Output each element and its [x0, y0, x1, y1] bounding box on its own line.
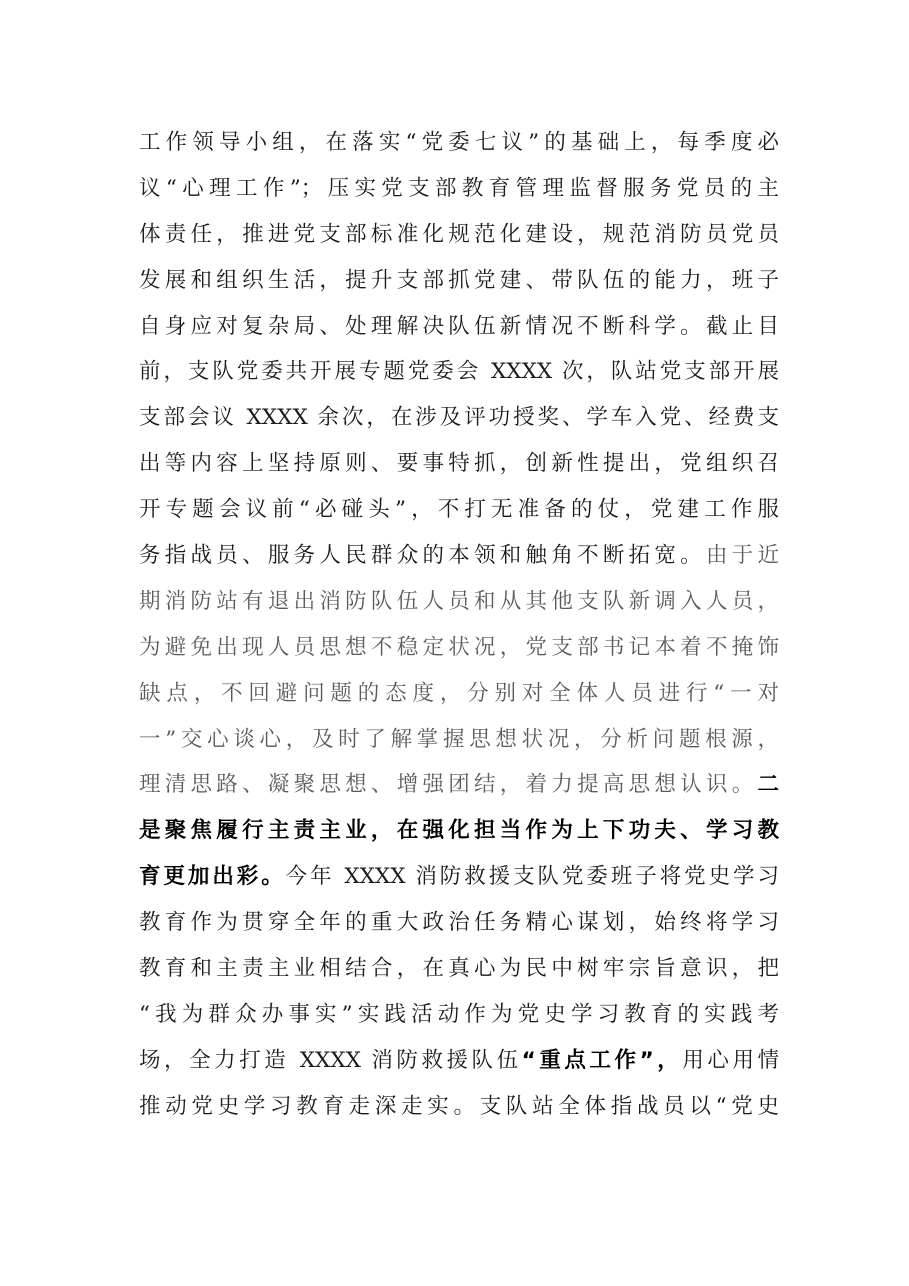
text-line — [139, 487, 779, 533]
text-segment: 理清思路、凝聚思想、增强团结，着力提高思想认识。 — [139, 772, 758, 798]
text-segment: 为避免出现人员思想不稳定状况，党支部书记本着不掩饰 — [139, 634, 779, 660]
bold-text-segment: 育更加出彩。 — [139, 864, 286, 890]
text-segment: 缺点，不回避问题的态度，分别对全体人员进行“一对 — [139, 680, 779, 706]
text-segment: 教育和主责主业相结合，在真心为民中树牢宗旨意识，把 — [139, 956, 779, 982]
text-segment: 期消防站有退出消防队伍人员和从其他支队新调入人员， — [139, 588, 779, 614]
text-line — [139, 120, 779, 166]
text-segment: 务指战员、服务人民群众的本领和触角不断拓宽。 — [139, 543, 706, 569]
text-segment: 自身应对复杂局、处理解决队伍新情况不断科学。截止目 — [139, 313, 779, 339]
text-segment: 工作领导小组，在落实“党委七议”的基础上，每季度必 — [139, 130, 779, 155]
text-segment: 今年 XXXX 消防救援支队党委班子将党史学习 — [285, 864, 779, 890]
text-segment: 开专题会议前“必碰头”，不打无准备的仗，党建工作服 — [139, 497, 779, 523]
bold-text-segment: “重点工作”， — [521, 1047, 683, 1073]
text-line — [139, 625, 779, 671]
paragraph-text — [139, 120, 779, 1130]
text-segment: 由于近 — [705, 543, 779, 569]
text-line — [139, 946, 779, 992]
text-line — [139, 900, 779, 946]
text-segment: 一”交心谈心，及时了解掌握思想状况，分析问题根源， — [139, 726, 779, 752]
bold-text-segment: 是聚焦履行主责主业，在强化担当作为上下功夫、学习教 — [139, 818, 779, 844]
text-line — [139, 992, 779, 1038]
text-line — [139, 854, 779, 900]
text-line — [139, 579, 779, 625]
text-segment: 前，支队党委共开展专题党委会 XXXX 次，队站党支部开展 — [139, 359, 779, 385]
text-segment: 议“心理工作”；压实党支部教育管理监督服务党员的主 — [139, 175, 779, 201]
text-line — [139, 212, 779, 258]
text-line — [139, 258, 779, 304]
text-segment: “我为群众办事实”实践活动作为党史学习教育的实践考 — [139, 1001, 779, 1027]
text-segment: 发展和组织生活，提升支部抓党建、带队伍的能力，班子 — [139, 267, 779, 293]
text-line — [139, 395, 779, 441]
text-line — [139, 166, 779, 212]
text-segment: 出等内容上坚持原则、要事特抓，创新性提出，党组织召 — [139, 451, 779, 477]
text-segment: 体责任，推进党支部标准化规范化建设，规范消防员党员 — [139, 221, 779, 247]
text-line — [139, 304, 779, 350]
bold-text-segment: 二 — [757, 772, 779, 798]
text-segment: 用心用情 — [682, 1047, 779, 1073]
text-line — [139, 533, 779, 579]
text-line — [139, 1038, 779, 1084]
document-body — [139, 120, 779, 1130]
text-line — [139, 441, 779, 487]
text-line — [139, 671, 779, 717]
text-line — [139, 762, 779, 808]
text-line — [139, 1084, 779, 1130]
text-line — [139, 808, 779, 854]
text-line — [139, 717, 779, 763]
text-segment: 推动党史学习教育走深走实。支队站全体指战员以“党史 — [139, 1093, 779, 1119]
text-segment: 教育作为贯穿全年的重大政治任务精心谋划，始终将学习 — [139, 910, 779, 936]
text-segment: 支部会议 XXXX 余次，在涉及评功授奖、学车入党、经费支 — [139, 405, 779, 431]
text-line — [139, 349, 779, 395]
text-segment: 场，全力打造 XXXX 消防救援队伍 — [139, 1047, 522, 1073]
